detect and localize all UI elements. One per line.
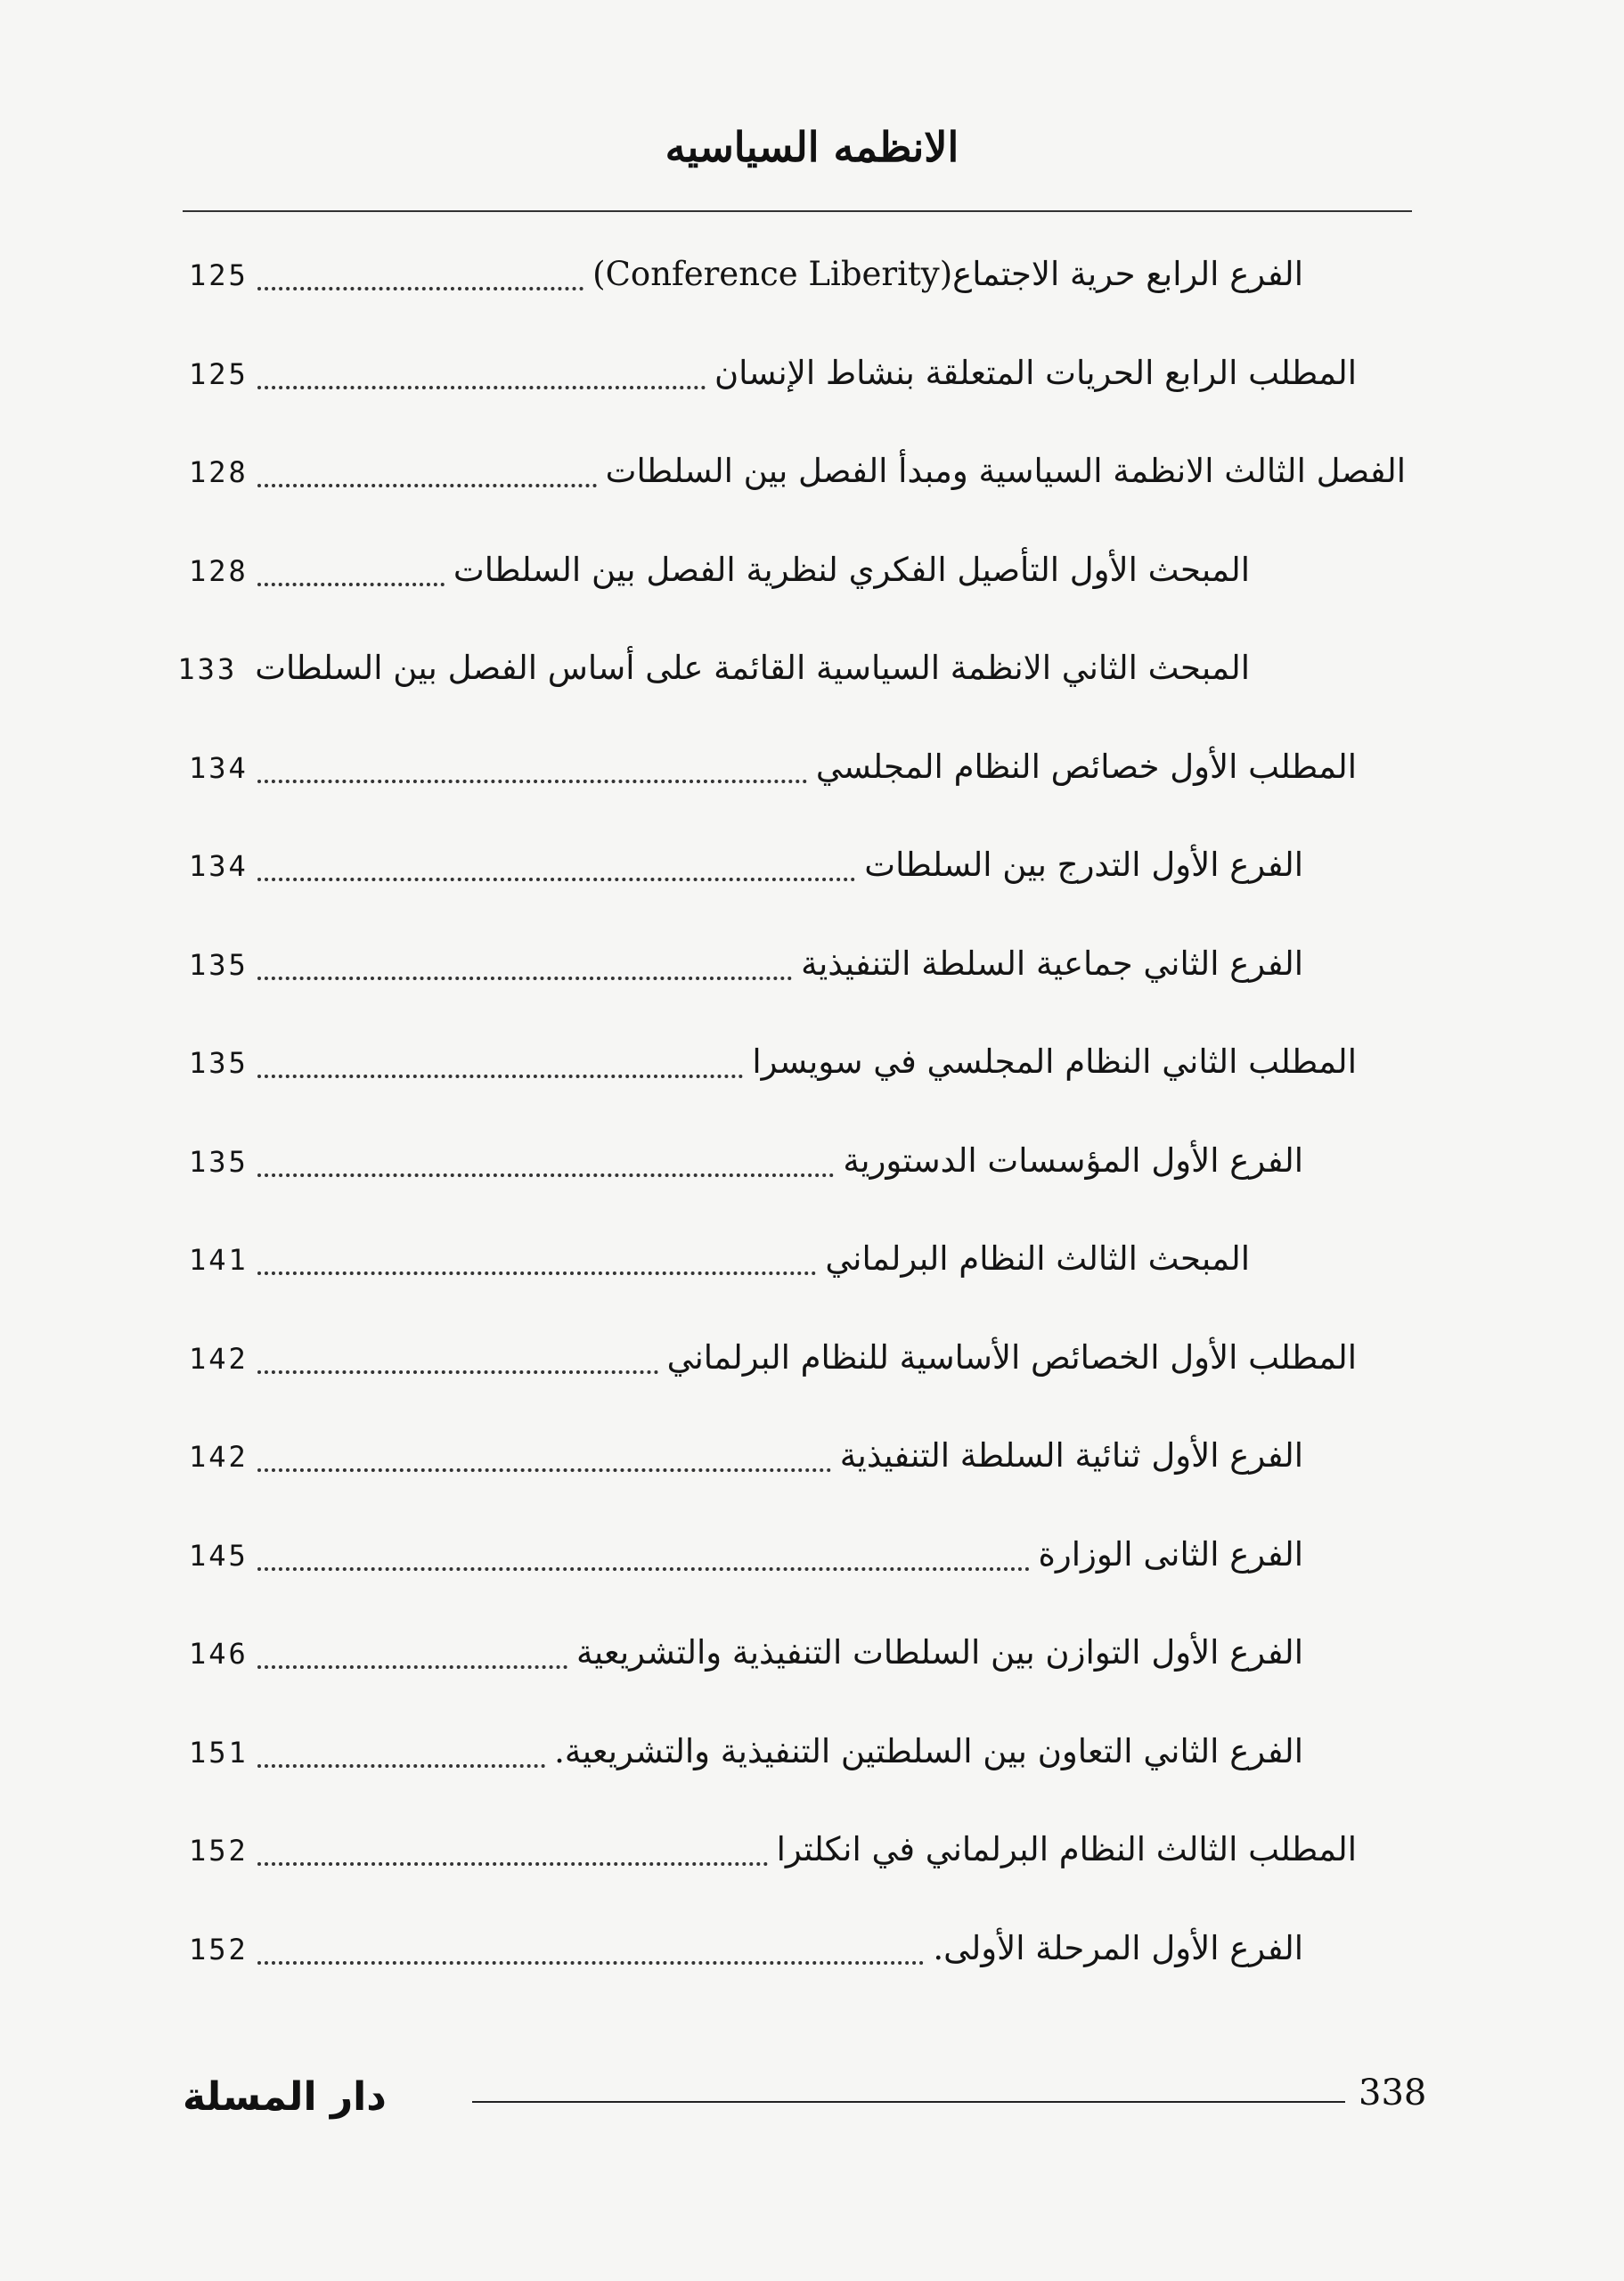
toc-entry-page: 152 [189, 1932, 249, 1966]
toc-entry-page: 128 [189, 455, 249, 489]
toc-leader-dots [257, 386, 706, 389]
toc-entry [0, 830, 1624, 928]
toc-entry [0, 1223, 1624, 1322]
toc-entry-page: 125 [189, 258, 249, 292]
toc-entry [0, 535, 1624, 634]
toc-entry [0, 1913, 1624, 2012]
toc-entry [0, 1519, 1624, 1618]
toc-entry-title: المبحث الثالث النظام البرلماني [825, 1239, 1250, 1278]
toc-entry-title: الفصل الثالث الانظمة السياسية ومبدأ الفصل بين السلطات [605, 452, 1406, 490]
toc-leader-dots [257, 484, 597, 487]
toc-entry-page: 135 [189, 1046, 249, 1080]
toc-entry-title: الفرع الأول المرحلة الأولى. [933, 1928, 1303, 1967]
toc-leader-dots [257, 1075, 744, 1078]
toc-entry-title: الفرع الأول التدرج بين السلطات [864, 846, 1303, 884]
footer-divider [472, 2101, 1345, 2103]
toc-entry-title: الفرع الأول التوازن بين السلطات التنفيذية والتشريعية [576, 1633, 1303, 1672]
toc-entry-page: 135 [189, 947, 249, 982]
toc-entry-page: 152 [189, 1834, 249, 1868]
toc-entry [0, 239, 1624, 338]
toc-entry-title: المبحث الثاني الانظمة السياسية القائمة على أساس الفصل بين السلطات [255, 649, 1250, 687]
toc-entry [0, 1420, 1624, 1519]
toc-leader-dots [257, 1665, 567, 1669]
toc-entry-title: المطلب الثالث النظام البرلماني في انكلترا [776, 1830, 1357, 1868]
toc-leader-dots [257, 583, 445, 586]
toc-entry-title: المبحث الأول التأصيل الفكري لنظرية الفصل بين السلطات [453, 550, 1250, 589]
table-of-contents [0, 239, 1624, 2011]
page-footer [0, 2065, 1624, 2137]
toc-leader-dots [257, 1567, 1030, 1571]
toc-entry-page: 134 [189, 849, 249, 883]
toc-entry [0, 338, 1624, 437]
toc-entry-page: 146 [189, 1637, 249, 1671]
toc-leader-dots [257, 878, 855, 881]
toc-entry [0, 928, 1624, 1027]
toc-entry-page: 134 [189, 750, 249, 785]
page-number: 338 [1359, 2073, 1427, 2113]
toc-entry-page: 135 [189, 1144, 249, 1179]
toc-leader-dots [257, 1271, 817, 1275]
toc-entry [0, 1716, 1624, 1815]
toc-entry-page: 128 [189, 553, 249, 588]
toc-entry-title: المطلب الأول الخصائص الأساسية للنظام البرلماني [666, 1337, 1357, 1377]
toc-entry-title: المطلب الأول خصائص النظام المجلسي [815, 747, 1357, 786]
toc-leader-dots [257, 1961, 925, 1965]
toc-entry-title: الفرع الأول المؤسسات الدستورية [843, 1140, 1303, 1180]
toc-entry-title: المطلب الرابع الحريات المتعلقة بنشاط الإنسان [714, 353, 1357, 392]
toc-leader-dots [257, 1764, 545, 1768]
toc-leader-dots [257, 287, 583, 290]
toc-entry-title: الفرع الثاني جماعية السلطة التنفيذية [801, 944, 1303, 983]
toc-entry-page: 125 [189, 356, 249, 391]
publisher-name: دار المسلة [183, 2074, 387, 2120]
toc-entry [0, 1322, 1624, 1421]
toc-leader-dots [257, 1173, 835, 1177]
toc-entry-page: 151 [189, 1735, 249, 1770]
toc-entry-title: المطلب الثاني النظام المجلسي في سويسرا [752, 1042, 1357, 1081]
toc-leader-dots [257, 1468, 831, 1472]
toc-entry-page: 141 [189, 1243, 249, 1277]
toc-entry [0, 1617, 1624, 1716]
toc-leader-dots [257, 1370, 658, 1374]
toc-entry [0, 633, 1624, 732]
toc-entry [0, 732, 1624, 830]
toc-entry-title: الفرع الرابع حرية الاجتماع(Conference Liberity) [592, 255, 1303, 293]
toc-entry-page: 142 [189, 1341, 249, 1376]
page-header-title: الانظمه السياسيه [665, 123, 959, 171]
toc-entry-title: الفرع الثانى الوزارة [1038, 1534, 1303, 1574]
toc-leader-dots [257, 1862, 768, 1866]
toc-entry [0, 1125, 1624, 1224]
toc-entry [0, 1026, 1624, 1125]
toc-entry-page: 145 [189, 1538, 249, 1573]
toc-leader-dots [257, 780, 807, 783]
toc-leader-dots [257, 977, 792, 980]
toc-entry-title: الفرع الأول ثنائية السلطة التنفيذية [839, 1436, 1303, 1475]
toc-entry-title: الفرع الثاني التعاون بين السلطتين التنفيذية والتشريعية. [554, 1731, 1303, 1770]
toc-entry [0, 1814, 1624, 1913]
toc-entry-page: 142 [189, 1440, 249, 1474]
toc-entry [0, 436, 1624, 535]
toc-entry-page: 133 [177, 652, 238, 686]
header-divider [183, 210, 1412, 212]
